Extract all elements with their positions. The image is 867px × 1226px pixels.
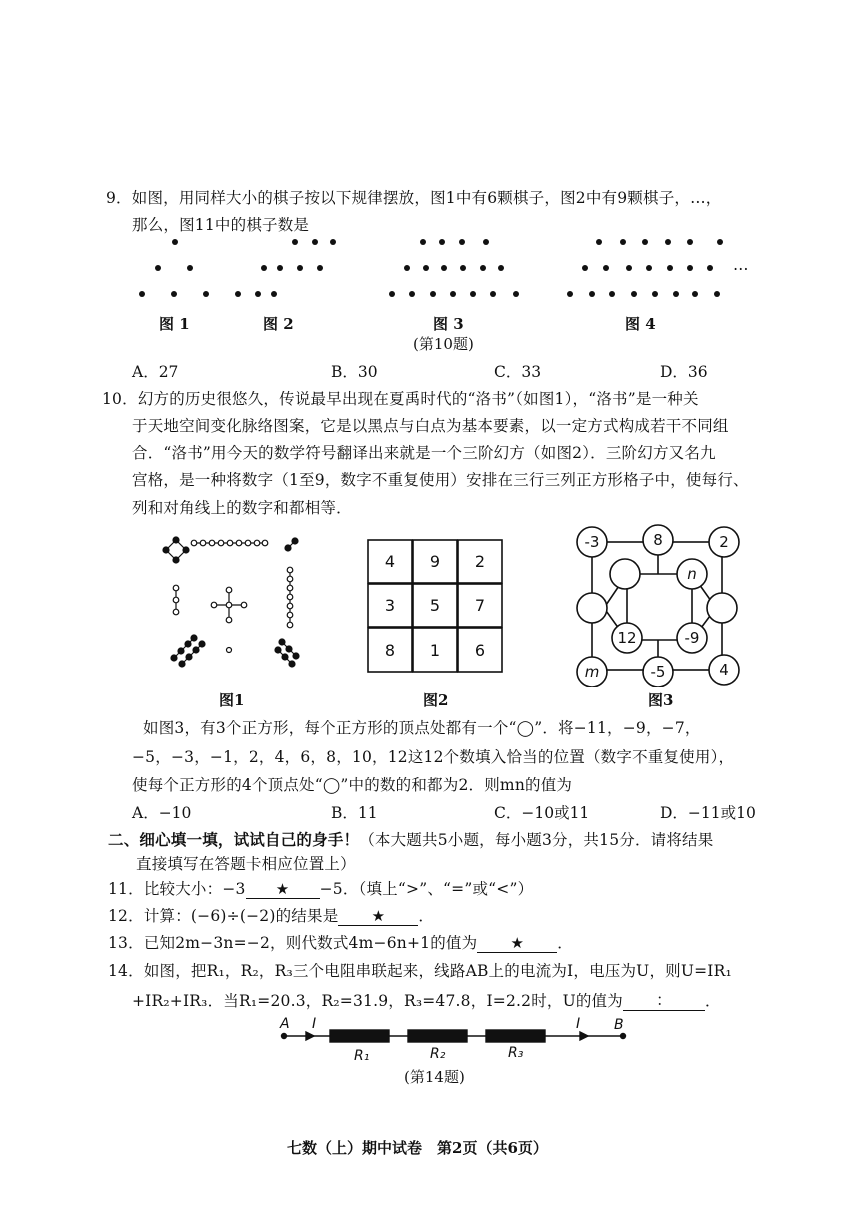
q10-option-c: C．−10或11: [494, 804, 590, 822]
q9-chess-figures: [130, 232, 760, 307]
fig3-n-value: n: [687, 565, 697, 583]
q10-after-line2: −5，−3，−1，2，4，6，8，10，12这12个数填入恰当的位置（数字不重复使用），: [132, 748, 735, 766]
q9-fig3-label: 图 3: [433, 315, 464, 333]
fig3-neg9-value: -9: [684, 629, 700, 647]
q9-line1: 9．如图，用同样大小的棋子按以下规律摆放，图1中有6颗棋子，图2中有9颗棋子，…，: [106, 189, 722, 207]
magic-cell: 8: [384, 641, 396, 660]
q10-line4: 宫格，是一种将数字（1至9，数字不重复使用）安排在三行三列正方形格子中，使每行、: [132, 471, 749, 489]
page-footer: 七数（上）期中试卷 第2页（共6页）: [287, 1139, 548, 1157]
q14-line2-prefix: +IR₂+IR₃．当R₁=20.3，R₂=31.9，R₃=47.8，I=2.2时，U的值为: [132, 992, 623, 1010]
magic-cell: 2: [474, 552, 486, 571]
q11-suffix: −5．（填上“>”、“=”或“<”）: [319, 880, 534, 898]
fig3-m-value: m: [584, 663, 600, 681]
q10-option-a: A．−10: [132, 804, 192, 822]
fig3-top-left-value: -3: [584, 533, 600, 551]
q14-line1: 14．如图，把R₁，R₂，R₃三个电阻串联起来，线路AB上的电流为I，电压为U，则U=IR₁: [108, 962, 732, 980]
magic-cell: 3: [384, 596, 396, 615]
fig3-neg5-value: -5: [650, 663, 666, 681]
magic-cell: 9: [429, 552, 441, 571]
q14-caption: (第14题): [404, 1068, 465, 1086]
three-squares-figure: [570, 522, 745, 687]
q11-answer-blank[interactable]: [246, 880, 320, 899]
circuit-label-i2: I: [576, 1016, 581, 1032]
q13-suffix: ．: [557, 934, 573, 952]
q10-line3: 合．“洛书”用今天的数学符号翻译出来就是一个三阶幻方（如图2）．三阶幻方又名九: [132, 444, 716, 462]
star-icon: ★: [510, 934, 525, 952]
q11-prefix: 11．比较大小：−3: [108, 880, 246, 898]
q10-fig2-label: 图2: [423, 691, 449, 709]
q11: [108, 877, 533, 899]
q9-option-c: C．33: [494, 363, 542, 381]
q10-after-line1: 如图3，有3个正方形，每个正方形的顶点处都有一个“◯”．将−11，−9，−7，: [143, 719, 701, 737]
circuit-label-a: A: [280, 1016, 290, 1032]
circuit-label-i1: I: [312, 1016, 317, 1032]
q9-fig1-label: 图 1: [159, 315, 190, 333]
fig3-top-mid-value: 8: [653, 531, 663, 549]
magic-cell: 4: [384, 552, 396, 571]
star-icon: ★: [275, 880, 290, 898]
q10-fig3-label: 图3: [648, 691, 674, 709]
section2-note2: 直接填写在答题卡相应位置上）: [136, 855, 356, 873]
q9-ellipsis: …: [733, 256, 749, 274]
q10-line5: 列和对角线上的数字和都相等．: [132, 499, 352, 517]
section2-note: （本大题共5小题，每小题3分，共15分．请将结果: [359, 831, 714, 849]
magic-cell: 5: [429, 596, 441, 615]
q10-after-line3: 使每个正方形的4个顶点处“◯”中的数的和都为2．则mn的值为: [132, 776, 573, 794]
section2-heading: [108, 828, 713, 850]
fig3-twelve-value: 12: [617, 629, 637, 647]
circuit-label-r3: R₃: [508, 1045, 524, 1061]
magic-square: [367, 539, 503, 673]
q12-answer-blank[interactable]: [338, 907, 418, 926]
fig3-four-value: 4: [719, 661, 729, 679]
q12: [108, 904, 434, 926]
q12-prefix: 12．计算：(−6)÷(−2)的结果是: [108, 907, 339, 925]
q10-option-b: B．11: [331, 804, 378, 822]
q9-fig4-label: 图 4: [625, 315, 656, 333]
circuit-diagram: [270, 1012, 640, 1068]
q9-option-a: A．27: [132, 363, 179, 381]
star-icon: ★: [371, 907, 386, 925]
q9-line2: 那么，图11中的棋子数是: [132, 216, 310, 234]
circuit-label-r2: R₂: [430, 1046, 446, 1062]
q10-option-d: D．−11或10: [660, 804, 756, 822]
fig3-top-right-value: 2: [719, 533, 729, 551]
q10-line1: 10．幻方的历史很悠久，传说最早出现在夏禹时代的“洛书”（如图1），“洛书”是一种关: [102, 390, 699, 408]
q13: [108, 931, 573, 953]
q14-blank-mark: ：: [656, 991, 672, 1009]
section2-title: 二、细心填一填，试试自己的身手！: [108, 830, 360, 849]
circuit-label-b: B: [614, 1017, 624, 1033]
magic-cell: 7: [474, 596, 486, 615]
q9-option-d: D．36: [660, 363, 708, 381]
q10-fig1-label: 图1: [219, 691, 245, 709]
q12-suffix: ．: [418, 907, 435, 925]
q10-line2: 于天地空间变化脉络图案，它是以黑点与白点为基本要素，以一定方式构成若干不同组: [132, 417, 729, 435]
q9-option-b: B．30: [331, 363, 378, 381]
circuit-label-r1: R₁: [354, 1048, 370, 1064]
q14-line2-suffix: ．: [704, 992, 721, 1010]
magic-cell: 6: [474, 641, 486, 660]
q13-answer-blank[interactable]: [477, 934, 557, 953]
q14-answer-blank[interactable]: [623, 988, 705, 1011]
luoshu-figure: [160, 530, 310, 675]
magic-cell: 1: [429, 641, 441, 660]
q13-prefix: 13．已知2m−3n=−2，则代数式4m−6n+1的值为: [108, 934, 478, 952]
q9-caption: (第10题): [413, 335, 474, 353]
q9-fig2-label: 图 2: [263, 315, 294, 333]
q14-line2: [132, 988, 721, 1011]
